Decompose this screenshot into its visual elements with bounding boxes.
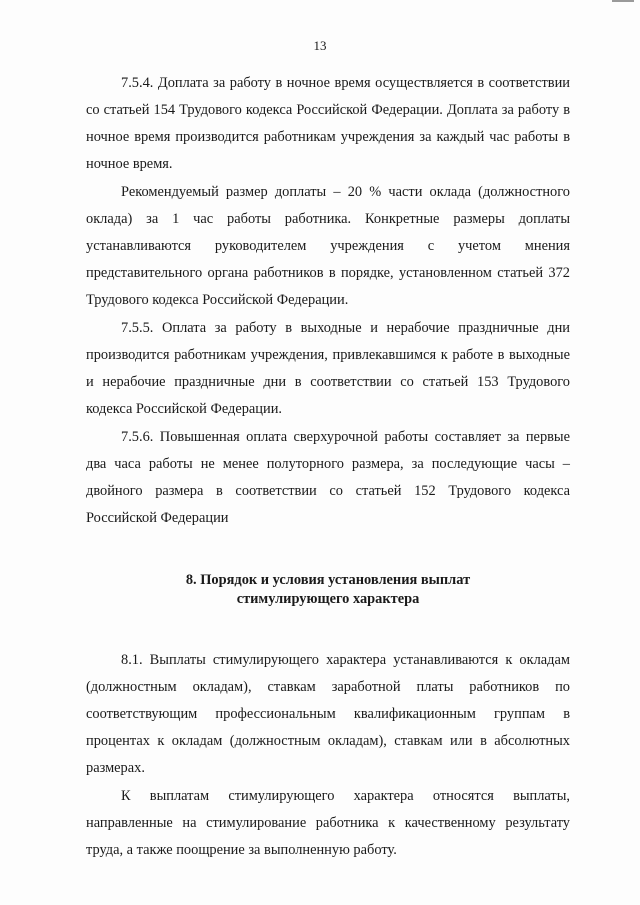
section-heading-line-1: 8. Порядок и условия установления выплат [185,572,471,588]
paragraph-7-5-6: 7.5.6. Повышенная оплата сверхурочной работы составляет за первые два часа работы не менее полуторного размера, за последующие часы – двойного размера в соответствии со статьей 152 Трудового кодекса Российской Федерации [86,429,570,526]
section-heading-line-2: стимулирующего характера [236,591,420,607]
spacer [86,609,570,647]
paragraph-incentive-payments: К выплатам стимулирующего характера относятся выплаты, направленные на стимулирование работника к качественному результату труда, а также поощрение за выполненную работу. [86,788,570,858]
spacer [86,533,570,571]
paragraph-8-1: 8.1. Выплаты стимулирующего характера устанавливаются к окладам (должностным окладам), ставкам заработной платы работников по соответствующим профессиональным квалификационным группам в процентах к окладам (должностным окладам), ставкам или в абсолютных размерах. [86,652,570,776]
paragraph-recommended-rate: Рекомендуемый размер доплаты – 20 % части оклада (должностного оклада) за 1 час работы работника. Конкретные размеры доплаты устанавливаются руководителем учреждения с учетом мнения представительного органа работников в порядке, установленном статьей 372 Трудового кодекса Российской Федерации. [86,184,570,308]
paragraph-7-5-5: 7.5.5. Оплата за работу в выходные и нерабочие праздничные дни производится работникам учреждения, привлекавшимся к работе в выходные и нерабочие праздничные дни в соответствии со статьей 153 Трудового кодекса Российской Федерации. [86,320,570,417]
section-heading [86,571,570,609]
scan-corner-mark [612,0,634,2]
page-number: 13 [313,38,327,53]
page-body [86,70,570,865]
paragraph-7-5-4: 7.5.4. Доплата за работу в ночное время осуществляется в соответствии со статьей 154 Трудового кодекса Российской Федерации. Доплата за работу в ночное время производится работникам учреждения за каждый час работы в ночное время. [86,75,570,172]
